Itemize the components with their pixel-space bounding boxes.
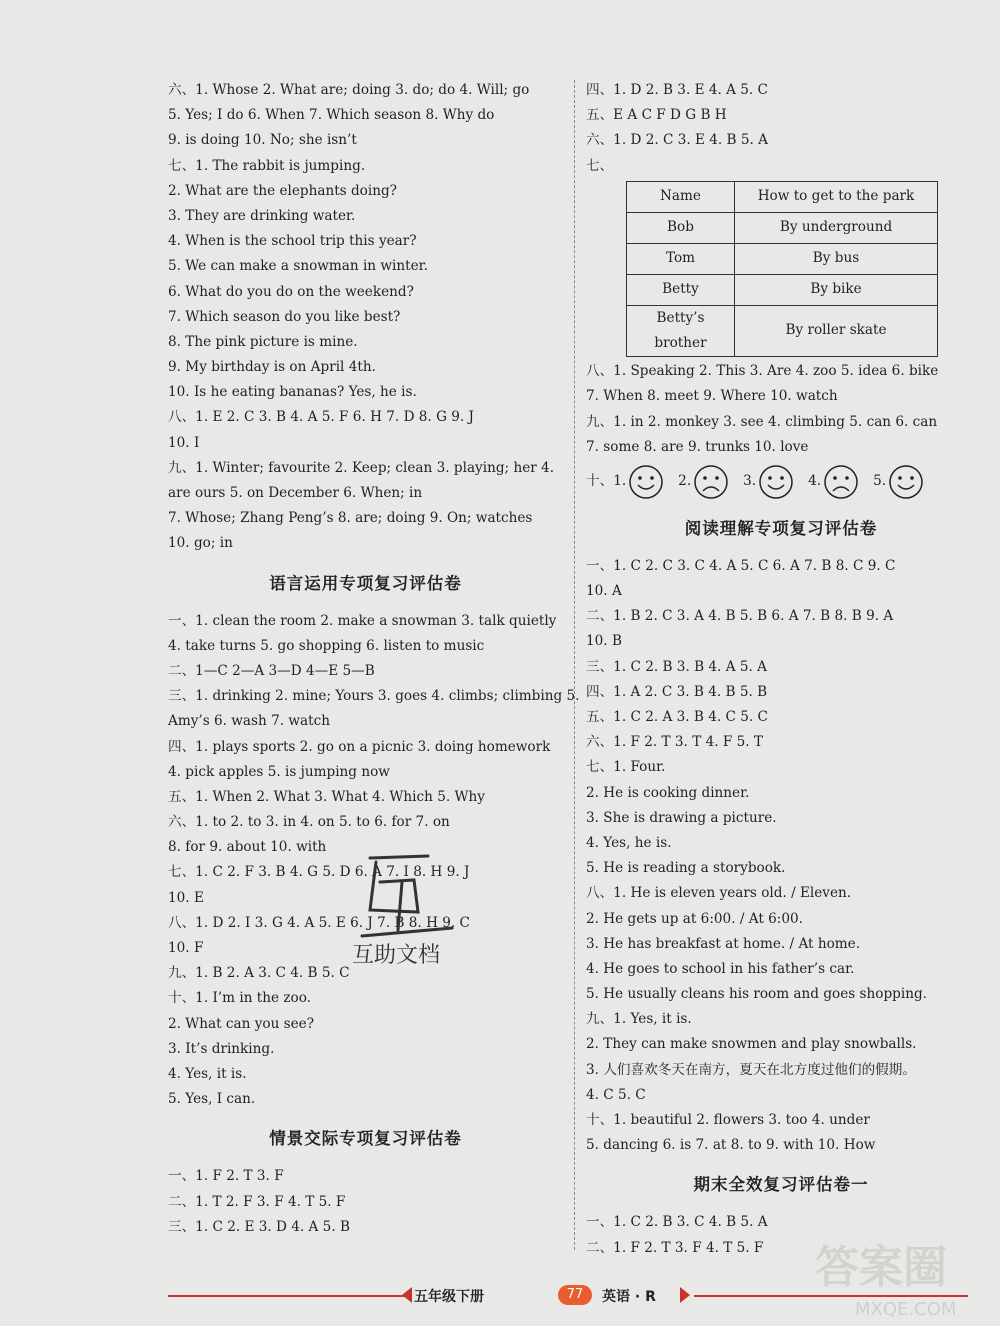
section-title: 情景交际专项复习评估卷 <box>269 1129 462 1149</box>
answer-line: 10. Is he eating bananas? Yes, he is. <box>168 384 417 401</box>
answer-line: 一、1. clean the room 2. make a snowman 3. talk quietly <box>168 612 557 629</box>
table-row <box>627 181 938 212</box>
footer-arrow-left-icon <box>402 1287 412 1303</box>
answer-line: 2. He is cooking dinner. <box>586 784 750 801</box>
name-cell: Bob <box>627 212 735 243</box>
answer-line: 八、1. D 2. I 3. G 4. A 5. E 6. J 7. B 8. H 9. C <box>168 914 470 931</box>
footer-grade: 五年级下册 <box>414 1289 484 1305</box>
answer-line: 2. They can make snowmen and play snowballs. <box>586 1036 917 1053</box>
answer-line: 一、1. C 2. B 3. C 4. B 5. A <box>586 1214 768 1231</box>
sad-face-icon <box>693 464 729 500</box>
section-title: 语言运用专项复习评估卷 <box>269 573 462 593</box>
face-answer <box>743 464 794 500</box>
stamp-logo <box>340 840 480 970</box>
happy-face-icon <box>888 464 924 500</box>
answer-line: 3. He has breakfast at home. / At home. <box>586 935 861 952</box>
name-cell: Name <box>627 181 735 212</box>
right-mid-answers <box>586 359 976 460</box>
answer-line: 10. F <box>168 940 204 956</box>
answer-line: 九、1. B 2. A 3. C 4. B 5. C <box>168 965 350 982</box>
answer-line: Amy’s 6. wash 7. watch <box>168 713 330 730</box>
answer-line: 4. Yes, it is. <box>168 1065 247 1082</box>
answer-line: 10. go; in <box>168 535 233 552</box>
answer-line: 八、1. He is eleven years old. / Eleven. <box>586 885 852 902</box>
answer-line: 三、1. C 2. E 3. D 4. A 5. B <box>168 1218 350 1235</box>
answer-line: 7. some 8. are 9. trunks 10. love <box>586 438 809 455</box>
answer-line: 10. B <box>586 633 622 650</box>
answer-line: are ours 5. on December 6. When; in <box>168 485 423 501</box>
answer-line: 六、1. Whose 2. What are; doing 3. do; do 4. Will; go <box>168 82 530 98</box>
answer-line: 十、1. beautiful 2. flowers 3. too 4. under <box>586 1112 870 1129</box>
answer-line: 二、1—C 2—A 3—D 4—E 5—B <box>168 662 375 679</box>
face-answer <box>678 464 729 500</box>
answer-line: 六、1. F 2. T 3. T 4. F 5. T <box>586 734 763 751</box>
answer-line: 十、1. I’m in the zoo. <box>168 990 311 1007</box>
left-column <box>168 78 580 1240</box>
answer-line: 5. Yes, I can. <box>168 1091 256 1108</box>
answer-line: 七、1. Four. <box>586 759 666 776</box>
answer-line: 5. He is reading a storybook. <box>586 860 786 877</box>
name-cell: Betty <box>627 274 735 305</box>
answer-line: 七、1. The rabbit is jumping. <box>168 157 366 174</box>
watermark-text: 答案圈 <box>815 1242 947 1293</box>
table-row <box>627 305 938 356</box>
answer-line: 八、1. Speaking 2. This 3. Are 4. zoo 5. idea 6. bike <box>586 363 939 380</box>
column-divider <box>574 80 575 1250</box>
section-title: 期末全效复习评估卷一 <box>693 1175 869 1195</box>
answer-line: 五、1. When 2. What 3. What 4. Which 5. Why <box>168 788 485 805</box>
face-answer <box>808 464 859 500</box>
face-number: 1. <box>613 473 627 490</box>
watermark-sub: MXQE.COM <box>855 1299 957 1320</box>
answer-line: 7. Whose; Zhang Peng’s 8. are; doing 9. On; watches <box>168 510 533 527</box>
footer-line-left <box>168 1295 406 1297</box>
name-cell: Tom <box>627 243 735 274</box>
answer-line: 8. The pink picture is mine. <box>168 333 358 350</box>
answer-line: 二、1. F 2. T 3. F 4. T 5. F <box>586 1239 764 1256</box>
section-title: 阅读理解专项复习评估卷 <box>684 518 878 538</box>
answer-line: 九、1. Winter; favourite 2. Keep; clean 3. playing; her 4. <box>168 459 555 476</box>
answer-line: 8. for 9. about 10. with <box>168 839 327 856</box>
face-answer <box>613 464 664 500</box>
transport-cell: By roller skate <box>735 305 938 356</box>
answer-line: 5. We can make a snowman in winter. <box>168 258 428 275</box>
transport-table <box>626 181 938 357</box>
answer-line: 10. E <box>168 889 204 906</box>
stamp-text: 互助文档 <box>352 943 441 968</box>
answer-line: 3. They are drinking water. <box>168 207 356 224</box>
answer-line: 4. take turns 5. go shopping 6. listen to music <box>168 637 485 654</box>
answer-line: 3. She is drawing a picture. <box>586 809 777 826</box>
answer-line: 2. What are the elephants doing? <box>168 182 397 199</box>
transport-cell: How to get to the park <box>735 181 938 212</box>
answer-line: 7. Which season do you like best? <box>168 308 401 325</box>
footer <box>168 1283 968 1309</box>
answer-line: 4. C 5. C <box>586 1086 646 1103</box>
faces-prefix: 十、 <box>586 473 614 490</box>
answer-line: 六、1. D 2. C 3. E 4. B 5. A <box>586 132 768 149</box>
answer-line: 5. He usually cleans his room and goes shopping. <box>586 986 927 1003</box>
answer-line: 五、1. C 2. A 3. B 4. C 5. C <box>586 709 768 726</box>
table-row <box>627 212 938 243</box>
answer-line: 4. When is the school trip this year? <box>168 233 417 250</box>
transport-cell: By bus <box>735 243 938 274</box>
face-number: 5. <box>873 473 887 490</box>
answer-line: 4. Yes, he is. <box>586 834 672 851</box>
answer-line: 四、1. A 2. C 3. B 4. B 5. B <box>586 683 768 700</box>
transport-cell: By bike <box>735 274 938 305</box>
answer-line: 2. What can you see? <box>168 1015 314 1032</box>
name-cell: Betty’s brother <box>627 305 735 356</box>
answer-line: 4. He goes to school in his father’s car. <box>586 960 855 977</box>
transport-cell: By underground <box>735 212 938 243</box>
face-answer <box>873 464 924 500</box>
answer-line: 9. My birthday is on April 4th. <box>168 359 376 376</box>
footer-arrow-right-icon <box>680 1287 690 1303</box>
right-column <box>586 78 976 1261</box>
answer-line: 九、1. Yes, it is. <box>586 1011 692 1028</box>
answer-line: 八、1. E 2. C 3. B 4. A 5. F 6. H 7. D 8. G 9. J <box>168 409 474 426</box>
answer-line: 四、1. D 2. B 3. E 4. A 5. C <box>586 82 768 98</box>
answer-line: 3. It’s drinking. <box>168 1040 275 1057</box>
answer-line: 4. pick apples 5. is jumping now <box>168 763 390 780</box>
answer-line: 10. A <box>586 583 622 600</box>
answer-line: 二、1. T 2. F 3. F 4. T 5. F <box>168 1193 346 1210</box>
answer-line: 5. Yes; I do 6. When 7. Which season 8. Why do <box>168 107 495 124</box>
answer-line: 九、1. in 2. monkey 3. see 4. climbing 5. can 6. can <box>586 413 938 430</box>
footer-subject: 英语 · R <box>602 1289 656 1305</box>
answer-line: 2. He gets up at 6:00. / At 6:00. <box>586 910 803 927</box>
page-number-badge: 77 <box>558 1285 592 1305</box>
face-number: 4. <box>808 473 822 490</box>
face-number: 2. <box>678 473 692 490</box>
happy-face-icon <box>758 464 794 500</box>
answer-line: 四、1. plays sports 2. go on a picnic 3. doing homework <box>168 738 551 755</box>
right-top-answers <box>586 78 976 179</box>
answer-line: 6. What do you do on the weekend? <box>168 283 414 300</box>
face-number: 3. <box>743 473 757 490</box>
answer-line: 三、1. drinking 2. mine; Yours 3. goes 4. climbs; climbing 5. <box>168 688 580 705</box>
answer-line: 五、E A C F D G B H <box>586 107 727 124</box>
answer-line: 三、1. C 2. B 3. B 4. A 5. A <box>586 658 767 675</box>
table-row <box>627 243 938 274</box>
answer-line: 3. 人们喜欢冬天在南方，夏天在北方度过他们的假期。 <box>586 1061 916 1078</box>
answer-line: 7. When 8. meet 9. Where 10. watch <box>586 388 838 405</box>
answer-line: 10. I <box>168 434 200 451</box>
answer-line: 9. is doing 10. No; she isn’t <box>168 132 357 149</box>
sad-face-icon <box>823 464 859 500</box>
right-bottom-answers <box>586 504 976 1261</box>
answer-line: 5. dancing 6. is 7. at 8. to 9. with 10. How <box>586 1137 876 1154</box>
answer-line: 七、1. C 2. F 3. B 4. G 5. D 6. A 7. I 8. H 9. J <box>168 864 470 881</box>
answer-line: 一、1. C 2. C 3. C 4. A 5. C 6. A 7. B 8. C 9. C <box>586 557 896 574</box>
answer-line: 六、1. to 2. to 3. in 4. on 5. to 6. for 7. on <box>168 814 450 831</box>
answer-line: 一、1. F 2. T 3. F <box>168 1168 284 1185</box>
faces-row <box>586 462 976 502</box>
answer-line: 二、1. B 2. C 3. A 4. B 5. B 6. A 7. B 8. B 9. A <box>586 608 894 625</box>
answer-line: 七、 <box>586 157 614 174</box>
footer-line-right <box>694 1295 968 1297</box>
happy-face-icon <box>628 464 664 500</box>
table-row <box>627 274 938 305</box>
